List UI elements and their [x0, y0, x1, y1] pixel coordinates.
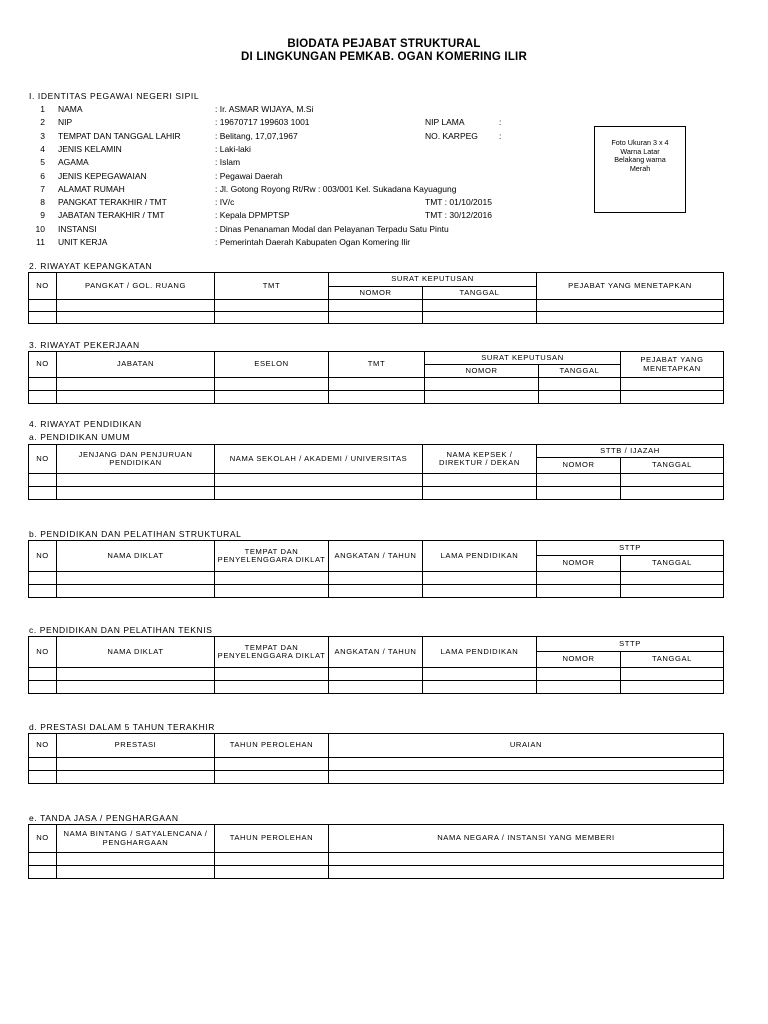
col-header-no: NO [29, 352, 57, 378]
field-label-secondary: NO. KARPEG [425, 130, 478, 141]
col-header-no: NO [29, 541, 57, 572]
col-header-nomor: NOMOR [425, 365, 539, 378]
col-header-nama-bintang: NAMA BINTANG / SATYALENCANA / PENGHARGAAN [57, 825, 215, 853]
col-header-prestasi: PRESTASI [57, 734, 215, 758]
col-header-sekolah: NAMA SEKOLAH / AKADEMI / UNIVERSITAS [215, 445, 423, 474]
row-number: 1 [40, 104, 45, 114]
table-row [29, 300, 724, 312]
col-header-no: NO [29, 273, 57, 300]
row-number: 10 [35, 223, 45, 234]
col-header-tanggal: TANGGAL [423, 287, 537, 300]
field-value: : Ir. ASMAR WIJAYA, M.Si [215, 104, 314, 114]
identitas-row [29, 237, 589, 250]
col-header-lama: LAMA PENDIDIKAN [423, 541, 537, 572]
subsection-prestasi-heading: d. PRESTASI DALAM 5 TAHUN TERAKHIR [29, 722, 216, 732]
row-number: 4 [40, 143, 45, 154]
photo-caption-line: Foto Ukuran 3 x 4 [611, 138, 669, 147]
subsection-diklat-struktural-heading: b. PENDIDIKAN DAN PELATIHAN STRUKTURAL [29, 529, 242, 539]
field-value: : Pegawai Daerah [215, 170, 283, 181]
row-number: 7 [40, 183, 45, 194]
col-header-surat-keputusan: SURAT KEPUTUSAN [425, 352, 621, 365]
field-label: AGAMA [58, 157, 89, 168]
subsection-pendidikan-umum-heading: a. PENDIDIKAN UMUM [29, 432, 131, 442]
col-header-eselon: ESELON [215, 352, 329, 378]
col-header-tmt: TMT [329, 352, 425, 378]
field-value: : 19670717 199603 1001 [215, 117, 310, 128]
document-subtitle: DI LINGKUNGAN PEMKAB. OGAN KOMERING ILIR [241, 51, 527, 63]
photo-placeholder [594, 126, 686, 213]
col-header-tahun: TAHUN PEROLEHAN [215, 734, 329, 758]
identitas-row [29, 117, 589, 130]
field-label: NAMA [58, 104, 83, 114]
field-label: JENIS KELAMIN [58, 143, 122, 154]
field-label: PANGKAT TERAKHIR / TMT [58, 197, 167, 208]
col-header-angkatan: ANGKATAN / TAHUN [329, 541, 423, 572]
identitas-row [29, 171, 589, 184]
field-value-secondary: : [499, 130, 502, 141]
field-value: : Jl. Gotong Royong Rt/Rw : 003/001 Kel. Sukadana Kayuagung [215, 183, 457, 194]
kepangkatan-table [28, 272, 724, 324]
field-label: ALAMAT RUMAH [58, 183, 125, 194]
diklat-teknis-table [28, 636, 724, 694]
field-label: JENIS KEPEGAWAIAN [58, 170, 147, 181]
col-header-nomor: NOMOR [537, 458, 621, 474]
field-label-secondary: TMT : 30/12/2016 [425, 210, 492, 221]
col-header-sttb: STTB / IJAZAH [537, 445, 724, 458]
col-header-no: NO [29, 734, 57, 758]
col-header-kepsek: NAMA KEPSEK / DIREKTUR / DEKAN [423, 445, 537, 474]
identitas-row [29, 131, 589, 144]
subsection-tanda-jasa-heading: e. TANDA JASA / PENGHARGAAN [29, 813, 179, 823]
col-header-pejabat: PEJABAT YANG MENETAPKAN [621, 352, 724, 378]
col-header-pejabat: PEJABAT YANG MENETAPKAN [537, 273, 724, 300]
table-row [29, 866, 724, 879]
table-row [29, 585, 724, 598]
col-header-jabatan: JABATAN [57, 352, 215, 378]
photo-caption-line: Warna Latar [620, 146, 660, 156]
col-header-sttp: STTP [537, 541, 724, 556]
row-number: 2 [40, 117, 45, 128]
table-row [29, 312, 724, 324]
col-header-tempat: TEMPAT DAN PENYELENGGARA DIKLAT [215, 541, 329, 572]
table-row [29, 572, 724, 585]
field-label: INSTANSI [58, 223, 97, 234]
col-header-nama-diklat: NAMA DIKLAT [57, 541, 215, 572]
field-label: JABATAN TERAKHIR / TMT [58, 210, 165, 221]
photo-caption-line: Belakang warna [614, 155, 666, 165]
prestasi-table [28, 733, 724, 784]
col-header-tanggal: TANGGAL [621, 458, 724, 474]
col-header-tanggal: TANGGAL [621, 556, 724, 572]
field-value: : Dinas Penanaman Modal dan Pelayanan Terpadu Satu Pintu [215, 223, 449, 234]
col-header-tmt: TMT [215, 273, 329, 300]
col-header-sttp: STTP [537, 637, 724, 652]
field-value: : Laki-laki [215, 143, 251, 154]
row-number: 8 [40, 197, 45, 208]
section-kepangkatan-heading: 2. RIWAYAT KEPANGKATAN [29, 261, 153, 271]
table-row [29, 378, 724, 391]
identitas-row [29, 104, 589, 117]
identitas-row [29, 210, 589, 223]
field-label-secondary: NIP LAMA [425, 117, 465, 128]
col-header-pangkat: PANGKAT / GOL. RUANG [57, 273, 215, 300]
col-header-tahun: TAHUN PEROLEHAN [215, 825, 329, 853]
section-pekerjaan-heading: 3. RIWAYAT PEKERJAAN [29, 340, 140, 350]
col-header-nomor: NOMOR [537, 556, 621, 572]
field-value: : Islam [215, 157, 241, 168]
field-value: : Belitang, 17,07,1967 [215, 130, 298, 141]
identitas-row [29, 157, 589, 170]
col-header-no: NO [29, 445, 57, 474]
col-header-no: NO [29, 637, 57, 668]
col-header-nomor: NOMOR [537, 652, 621, 668]
document-title: BIODATA PEJABAT STRUKTURAL [287, 38, 481, 50]
section-pendidikan-heading: 4. RIWAYAT PENDIDIKAN [29, 419, 142, 429]
pendidikan-umum-table [28, 444, 724, 500]
col-header-nama-diklat: NAMA DIKLAT [57, 637, 215, 668]
field-value: : Kepala DPMPTSP [215, 210, 290, 221]
row-number: 9 [40, 210, 45, 221]
section-identitas-heading: I. IDENTITAS PEGAWAI NEGERI SIPIL [29, 91, 200, 101]
field-value: : IV/c [215, 197, 235, 208]
table-row [29, 681, 724, 694]
photo-caption-line: Merah [629, 163, 651, 173]
field-label: TEMPAT DAN TANGGAL LAHIR [58, 130, 181, 141]
col-header-uraian: URAIAN [329, 734, 724, 758]
table-row [29, 487, 724, 500]
field-label: UNIT KERJA [58, 237, 108, 247]
col-header-tanggal: TANGGAL [539, 365, 621, 378]
row-number: 5 [40, 157, 45, 168]
col-header-no: NO [29, 825, 57, 853]
field-value-secondary: : [499, 117, 502, 128]
field-value: : Pemerintah Daerah Kabupaten Ogan Komering Ilir [215, 237, 411, 247]
pekerjaan-table [28, 351, 724, 404]
row-number: 3 [40, 130, 45, 141]
diklat-struktural-table [28, 540, 724, 598]
field-label: NIP [58, 117, 73, 128]
table-row [29, 771, 724, 784]
table-row [29, 853, 724, 866]
row-number: 11 [36, 237, 45, 247]
col-header-surat-keputusan: SURAT KEPUTUSAN [329, 273, 537, 287]
table-row [29, 758, 724, 771]
table-row [29, 668, 724, 681]
col-header-lama: LAMA PENDIDIKAN [423, 637, 537, 668]
identitas-row [29, 224, 589, 237]
identitas-row [29, 144, 589, 157]
identitas-row [29, 184, 589, 197]
col-header-nomor: NOMOR [329, 287, 423, 300]
table-row [29, 474, 724, 487]
col-header-tempat: TEMPAT DAN PENYELENGGARA DIKLAT [215, 637, 329, 668]
identitas-row [29, 197, 589, 210]
col-header-jenjang: JENJANG DAN PENJURUAN PENDIDIKAN [57, 445, 215, 474]
col-header-angkatan: ANGKATAN / TAHUN [329, 637, 423, 668]
tanda-jasa-table [28, 824, 724, 879]
field-label-secondary: TMT : 01/10/2015 [425, 197, 492, 208]
subsection-diklat-teknis-heading: c. PENDIDIKAN DAN PELATIHAN TEKNIS [29, 625, 213, 635]
row-number: 6 [40, 170, 45, 181]
col-header-tanggal: TANGGAL [621, 652, 724, 668]
table-row [29, 391, 724, 404]
col-header-negara-instansi: NAMA NEGARA / INSTANSI YANG MEMBERI [329, 825, 724, 853]
